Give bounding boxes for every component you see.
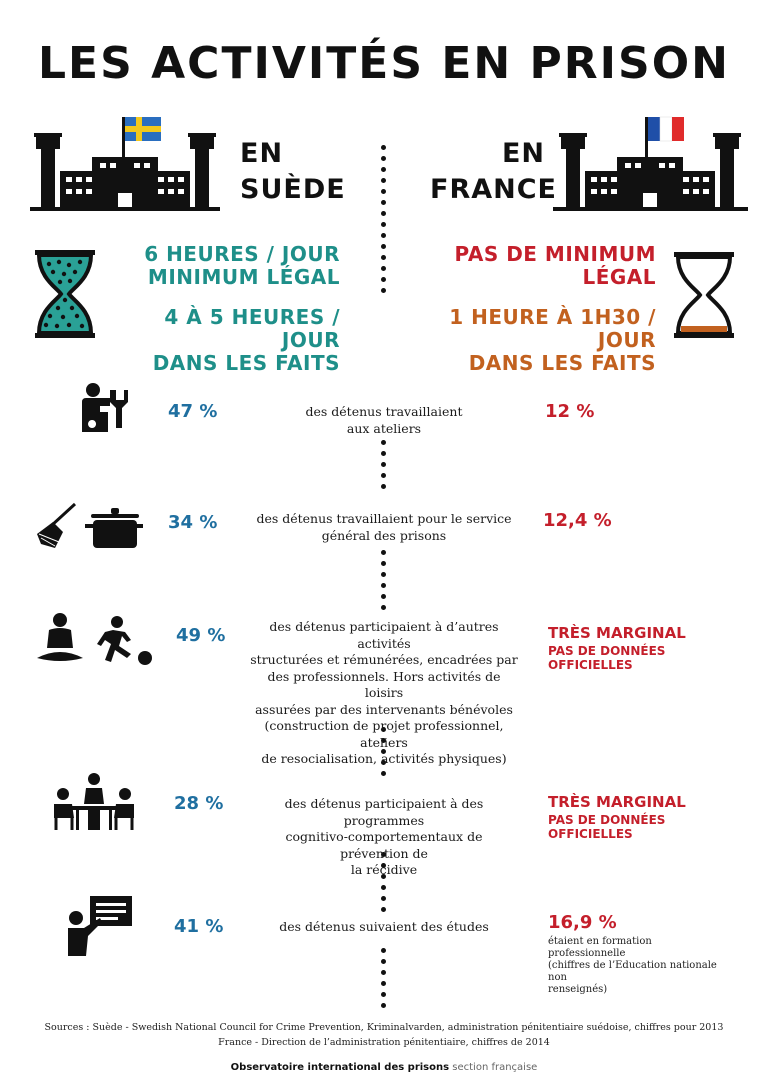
broom-pot-icon — [33, 500, 143, 550]
row3-france-value: TRÈS MARGINAL — [548, 624, 686, 642]
france-legal-line1: PAS DE MINIMUM — [454, 242, 656, 266]
row3-desc-line2: structurées et rémunérées, encadrées par — [250, 652, 518, 667]
row4-nodata-line1: PAS DE DONNÉES — [548, 813, 666, 827]
center-divider-5 — [381, 948, 387, 1014]
row1-sweden-value: 47 % — [168, 401, 218, 422]
sources-line2: France - Direction de l’administration pénitentiaire, chiffres de 2014 — [218, 1037, 550, 1048]
page-title: LES ACTIVITÉS EN PRISON — [38, 38, 730, 89]
row4-france-nodata — [548, 813, 665, 841]
row5-desc-line1: des détenus suivaient des études — [279, 919, 489, 934]
france-heading-line1: EN — [501, 138, 545, 169]
center-divider-2 — [381, 550, 387, 616]
row4-description — [250, 796, 518, 879]
row5-sweden-value: 41 % — [174, 916, 224, 937]
center-divider-1 — [381, 440, 387, 495]
sweden-heading — [240, 136, 346, 208]
meditation-sport-icon — [35, 612, 155, 668]
sweden-heading-line1: EN — [240, 138, 284, 169]
row2-desc-line1: des détenus travaillaient pour le service — [256, 511, 512, 526]
row4-nodata-line2: OFFICIELLES — [548, 827, 633, 841]
footer-section: section française — [452, 1062, 538, 1073]
row3-description — [250, 619, 518, 768]
row5-note-line2: (chiffres de l’Education nationale non — [548, 960, 717, 983]
row1-france-value: 12 % — [545, 401, 595, 422]
france-heading — [430, 136, 557, 208]
france-legal-hours — [400, 243, 656, 289]
row3-desc-line6: de resocialisation, activités physiques) — [261, 751, 507, 766]
row2-france-value: 12,4 % — [543, 510, 612, 531]
row3-nodata-line1: PAS DE DONNÉES — [548, 644, 666, 658]
workshop-icon — [80, 382, 128, 434]
row4-desc-line2: cognitivo-comportementaux de prévention de — [285, 829, 483, 861]
sweden-prison-icon — [30, 115, 235, 213]
row5-france-note — [548, 936, 728, 996]
footer — [0, 1062, 768, 1073]
teacher-icon — [66, 896, 132, 958]
sweden-heading-line2: SUÈDE — [240, 174, 346, 205]
row3-desc-line3: des professionnels. Hors activités de loisirs — [267, 668, 501, 700]
row1-desc-line2: aux ateliers — [346, 420, 422, 436]
row5-description — [250, 919, 518, 936]
france-prison-icon — [553, 115, 753, 213]
row3-sweden-value: 49 % — [176, 625, 226, 646]
row4-desc-line1: des détenus participaient à des programmes — [284, 796, 484, 828]
row3-desc-line5: (construction de projet professionnel, ateliers — [264, 718, 504, 750]
sweden-actual-line1: 4 À 5 HEURES / JOUR — [164, 305, 340, 352]
row2-desc-line2: général des prisons — [321, 527, 447, 543]
row2-sweden-value: 34 % — [168, 512, 218, 533]
sweden-legal-hours — [110, 243, 340, 289]
row3-france-nodata — [548, 644, 665, 672]
row3-nodata-line2: OFFICIELLES — [548, 658, 633, 672]
sweden-legal-line2: MINIMUM LÉGAL — [147, 265, 340, 289]
row3-desc-line1: des détenus participaient à d’autres activités — [269, 619, 499, 651]
footer-org: Observatoire international des prisons — [230, 1062, 450, 1073]
sources — [0, 1020, 768, 1050]
row1-desc-line1: des détenus travaillaient — [305, 404, 463, 419]
sources-line1: Sources : Suède - Swedish National Council for Crime Prevention, Kriminalvarden, administration pénitentiaire suédoise, chiffres pour 2013 — [44, 1022, 724, 1033]
row4-sweden-value: 28 % — [174, 793, 224, 814]
center-divider-top — [381, 145, 387, 299]
france-legal-line2: LÉGAL — [582, 265, 656, 289]
sweden-actual-line2: DANS LES FAITS — [152, 351, 340, 375]
row2-description — [250, 511, 518, 544]
row5-note-line1: étaient en formation professionnelle — [548, 936, 652, 959]
france-actual-line2: DANS LES FAITS — [468, 351, 656, 375]
row4-france-value: TRÈS MARGINAL — [548, 793, 686, 811]
row4-desc-line3: la récidive — [350, 862, 418, 877]
row1-description — [250, 404, 518, 437]
hourglass-empty-icon — [672, 252, 736, 338]
row5-note-line3: renseignés) — [548, 984, 608, 995]
france-actual-hours — [395, 306, 656, 375]
sweden-legal-line1: 6 HEURES / JOUR — [144, 242, 340, 266]
sweden-actual-hours — [100, 306, 340, 375]
row5-france-value: 16,9 % — [548, 912, 617, 933]
france-actual-line1: 1 HEURE À 1H30 / JOUR — [449, 305, 656, 352]
hourglass-full-icon — [33, 250, 97, 338]
group-meeting-icon — [52, 772, 136, 832]
row3-desc-line4: assurées par des intervenants bénévoles — [255, 701, 513, 717]
france-heading-line2: FRANCE — [430, 174, 557, 205]
